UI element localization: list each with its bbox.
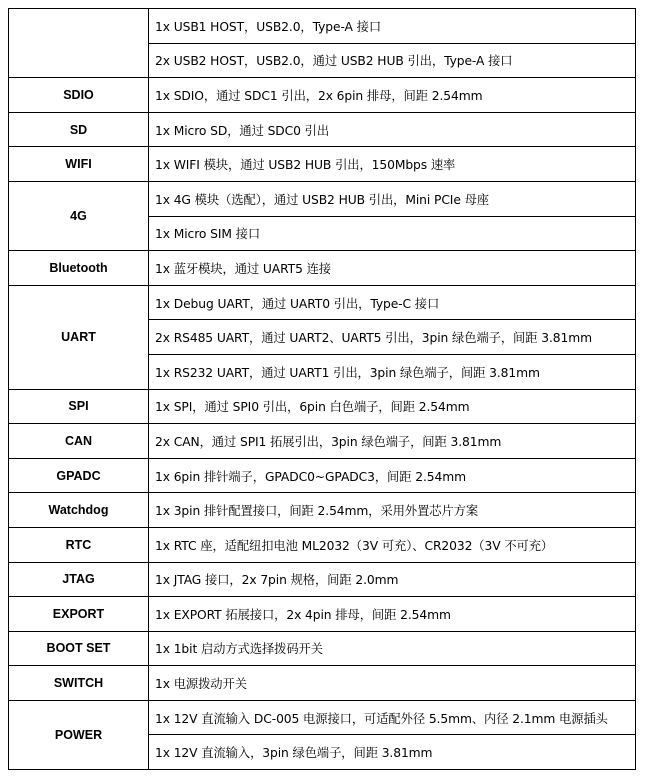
row-label-cell: WIFI [9, 147, 149, 182]
row-label-cell: Bluetooth [9, 251, 149, 286]
table-row [9, 493, 636, 528]
table-row [9, 285, 636, 320]
table-row [9, 597, 636, 632]
table-row [9, 112, 636, 147]
table-row [9, 666, 636, 701]
row-value-cell: 1x 6pin 排针端子，GPADC0~GPADC3，间距 2.54mm [149, 458, 636, 493]
row-label-cell: UART [9, 285, 149, 389]
row-label-cell: POWER [9, 700, 149, 769]
table-row [9, 562, 636, 597]
row-label-cell [9, 9, 149, 78]
row-label-cell: BOOT SET [9, 631, 149, 666]
row-value-cell: 1x 12V 直流输入，3pin 绿色端子，间距 3.81mm [149, 735, 636, 770]
row-value-cell: 1x EXPORT 拓展接口，2x 4pin 排母，间距 2.54mm [149, 597, 636, 632]
row-label-cell: JTAG [9, 562, 149, 597]
row-label-cell: Watchdog [9, 493, 149, 528]
row-value-cell: 1x Micro SD，通过 SDC0 引出 [149, 112, 636, 147]
row-label-cell: SWITCH [9, 666, 149, 701]
row-value-cell: 1x JTAG 接口，2x 7pin 规格，间距 2.0mm [149, 562, 636, 597]
row-label-cell: SDIO [9, 78, 149, 113]
row-value-cell: 1x 1bit 启动方式选择拨码开关 [149, 631, 636, 666]
spec-table [8, 8, 636, 770]
row-value-cell: 2x CAN，通过 SPI1 拓展引出，3pin 绿色端子，间距 3.81mm [149, 424, 636, 459]
row-label-cell: EXPORT [9, 597, 149, 632]
row-value-cell: 1x 3pin 排针配置接口，间距 2.54mm，采用外置芯片方案 [149, 493, 636, 528]
row-value-cell: 1x SDIO，通过 SDC1 引出，2x 6pin 排母，间距 2.54mm [149, 78, 636, 113]
table-row [9, 424, 636, 459]
row-value-cell: 1x 电源拨动开关 [149, 666, 636, 701]
row-value-cell: 2x USB2 HOST，USB2.0，通过 USB2 HUB 引出，Type-A 接口 [149, 43, 636, 78]
row-label-cell: GPADC [9, 458, 149, 493]
table-row [9, 181, 636, 216]
table-row [9, 389, 636, 424]
table-row [9, 9, 636, 44]
table-row [9, 631, 636, 666]
table-row [9, 78, 636, 113]
row-value-cell: 1x SPI，通过 SPI0 引出，6pin 白色端子，间距 2.54mm [149, 389, 636, 424]
row-label-cell: SD [9, 112, 149, 147]
table-row [9, 251, 636, 286]
row-value-cell: 1x 12V 直流输入 DC-005 电源接口，可适配外径 5.5mm、内径 2.1mm 电源插头 [149, 700, 636, 735]
row-label-cell: CAN [9, 424, 149, 459]
row-value-cell: 1x RS232 UART，通过 UART1 引出，3pin 绿色端子，间距 3.81mm [149, 354, 636, 389]
row-value-cell: 1x Debug UART，通过 UART0 引出，Type-C 接口 [149, 285, 636, 320]
table-row [9, 458, 636, 493]
row-value-cell: 1x 蓝牙模块，通过 UART5 连接 [149, 251, 636, 286]
row-value-cell: 1x 4G 模块（选配），通过 USB2 HUB 引出，Mini PCIe 母座 [149, 181, 636, 216]
table-row [9, 147, 636, 182]
row-label-cell: SPI [9, 389, 149, 424]
table-row [9, 527, 636, 562]
row-value-cell: 2x RS485 UART，通过 UART2、UART5 引出，3pin 绿色端子，间距 3.81mm [149, 320, 636, 355]
row-value-cell: 1x WIFI 模块，通过 USB2 HUB 引出，150Mbps 速率 [149, 147, 636, 182]
row-value-cell: 1x Micro SIM 接口 [149, 216, 636, 251]
table-row [9, 700, 636, 735]
spec-table-body [9, 9, 636, 770]
row-value-cell: 1x RTC 座，适配纽扣电池 ML2032（3V 可充）、CR2032（3V 不可充） [149, 527, 636, 562]
row-value-cell: 1x USB1 HOST，USB2.0，Type-A 接口 [149, 9, 636, 44]
row-label-cell: RTC [9, 527, 149, 562]
row-label-cell: 4G [9, 181, 149, 250]
